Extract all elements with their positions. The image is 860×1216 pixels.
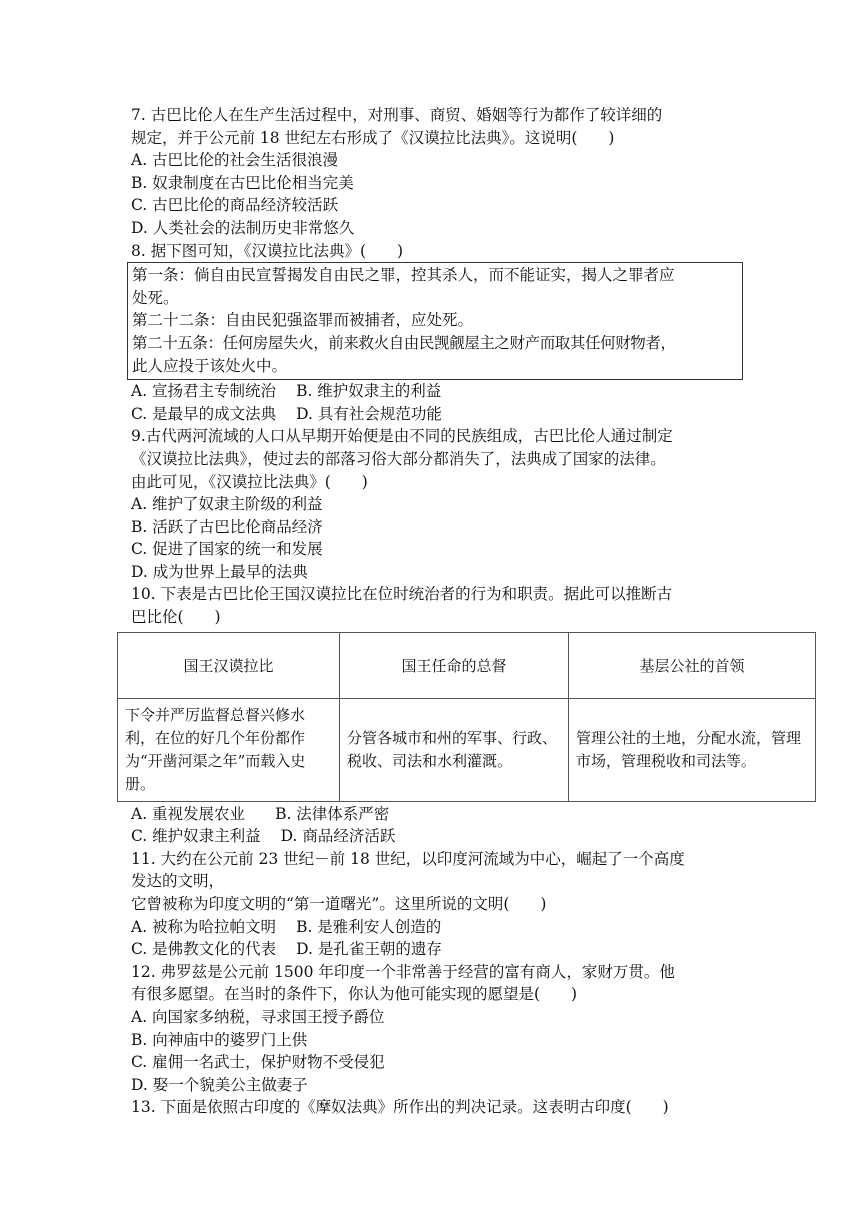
question-7-option-c: C. 古巴比伦的商品经济较活跃	[131, 196, 339, 215]
table-header-cell: 基层公社的首领	[569, 632, 816, 698]
question-9-option-b: B. 活跃了古巴比伦商品经济	[131, 517, 323, 536]
question-12-option-a: A. 向国家多纳税，寻求国王授予爵位	[131, 1008, 385, 1026]
question-11-options-row-2	[131, 938, 741, 961]
question-12-option-b: B. 向神庙中的婆罗门上供	[131, 1030, 308, 1049]
question-9-option-a: A. 维护了奴隶主阶级的利益	[131, 495, 323, 514]
governance-table	[117, 632, 816, 802]
question-12-option-c: C. 雇佣一名武士，保护财物不受侵犯	[131, 1053, 385, 1072]
question-9-option-d: D. 成为世界上最早的法典	[131, 562, 308, 581]
table-header-cell: 国王汉谟拉比	[118, 632, 340, 698]
law-excerpt-line: 第一条：倘自由民宣誓揭发自由民之罪，控其杀人，而不能证实，揭人之罪者应	[132, 266, 675, 285]
question-8-option-b: B. 维护奴隶主的利益	[296, 382, 442, 401]
question-12	[131, 961, 741, 1097]
question-11-option-b: B. 是雅利安人创造的	[296, 917, 442, 936]
law-excerpt-line: 第二十二条：自由民犯强盗罪而被捕者，应处死。	[132, 311, 474, 330]
question-8-option-d: D. 具有社会规范功能	[296, 404, 442, 423]
question-11-option-c: C. 是佛教文化的代表	[131, 940, 277, 959]
question-9-option-c: C. 促进了国家的统一和发展	[131, 540, 323, 559]
question-10-option-a: A. 重视发展农业	[131, 804, 246, 823]
question-9-stem-line-3: 由此可见，《汉谟拉比法典》( )	[131, 472, 368, 491]
question-7	[131, 104, 741, 240]
table-header-cell: 国王任命的总督	[340, 632, 569, 698]
question-11-options-row-1	[131, 916, 741, 939]
table-cell: 分管各城市和州的军事、行政、税收、司法和水利灌溉。	[340, 698, 569, 801]
law-excerpt-line: 此人应投于该处火中。	[132, 356, 288, 375]
question-7-stem-line-2: 规定，并于公元前 18 世纪左右形成了《汉谟拉比法典》。这说明( )	[131, 128, 615, 147]
question-8-option-a: A. 宣扬君主专制统治	[131, 382, 277, 401]
law-excerpt-line: 第二十五条：任何房屋失火，前来救火自由民觊觎屋主之财产而取其任何财物者，	[132, 333, 676, 352]
question-12-stem-line-1: 12. 弗罗兹是公元前 1500 年印度一个非常善于经营的富有商人，家财万贯。他	[131, 962, 675, 981]
table-header-row	[118, 632, 816, 698]
question-11-stem-line-2: 发达的文明，	[131, 872, 225, 891]
question-8-option-c: C. 是最早的成文法典	[131, 404, 277, 423]
question-10-option-c: C. 维护奴隶主利益	[131, 827, 261, 846]
question-12-option-d: D. 娶一个貌美公主做妻子	[131, 1075, 308, 1094]
question-10	[125, 583, 802, 847]
question-13-stem: 13. 下面是依照古印度的《摩奴法典》所作出的判决记录。这表明古印度( )	[131, 1098, 669, 1117]
question-12-stem-line-2: 有很多愿望。在当时的条件下，你认为他可能实现的愿望是( )	[131, 985, 578, 1004]
question-10-stem-line-1: 10. 下表是古巴比伦王国汉谟拉比在位时统治者的行为和职责。据此可以推断古	[131, 585, 673, 604]
question-10-option-d: D. 商品经济活跃	[280, 827, 396, 846]
question-7-stem-line-1: 7. 古巴比伦人在生产生活过程中，对刑事、商贸、婚姻等行为都作了较详细的	[131, 106, 663, 124]
question-7-option-b: B. 奴隶制度在古巴比伦相当完美	[131, 173, 354, 192]
question-10-option-b: B. 法律体系严密	[275, 804, 390, 823]
law-excerpt-box	[127, 262, 743, 380]
question-9-stem-line-1: 9.古代两河流域的人口从早期开始便是由不同的民族组成，古巴比伦人通过制定	[131, 427, 673, 446]
question-11-option-a: A. 被称为哈拉帕文明	[131, 917, 277, 936]
question-9-stem-line-2: 《汉谟拉比法典》，使过去的部落习俗大部分都消失了，法典成了国家的法律。	[131, 449, 666, 468]
question-10-options-row-1	[131, 803, 741, 826]
question-9	[131, 425, 741, 583]
question-11-stem-line-3: 它曾被称为印度文明的“第一道曙光”。这里所说的文明( )	[131, 895, 547, 914]
table-cell: 下令并严厉监督总督兴修水利，在位的好几个年份都作为“开凿河渠之年”而载入史册。	[118, 698, 340, 801]
question-13	[131, 1096, 741, 1119]
table-row	[118, 698, 816, 801]
question-8-stem: 8. 据下图可知，《汉谟拉比法典》( )	[131, 241, 404, 260]
table-cell: 管理公社的土地，分配水流，管理市场，管理税收和司法等。	[569, 698, 816, 801]
question-11	[131, 848, 741, 961]
law-excerpt-line: 处死。	[132, 288, 179, 307]
question-11-option-d: D. 是孔雀王朝的遗存	[296, 940, 442, 959]
question-7-option-a: A. 古巴比伦的社会生活很浪漫	[131, 151, 339, 170]
question-8-options-row-1	[131, 380, 741, 403]
question-10-stem-line-2: 巴比伦( )	[131, 608, 221, 627]
question-8-options-row-2	[131, 403, 741, 426]
question-11-stem-line-1: 11. 大约在公元前 23 世纪－前 18 世纪，以印度河流域为中心，崛起了一个高度	[131, 849, 685, 868]
question-8	[131, 240, 741, 426]
question-list	[125, 104, 802, 1119]
question-7-option-d: D. 人类社会的法制历史非常悠久	[131, 218, 355, 237]
question-10-options-row-2	[131, 825, 741, 848]
